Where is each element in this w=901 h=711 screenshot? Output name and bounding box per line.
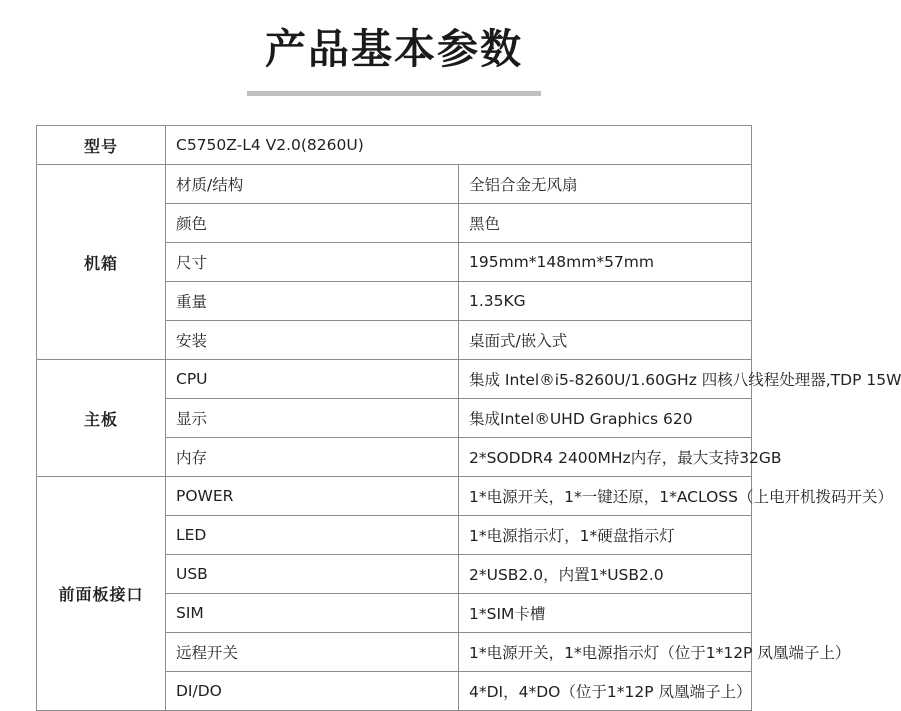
table-row <box>37 165 752 204</box>
group-label-mainboard: 主板 <box>37 360 166 477</box>
spec-value: 1*电源指示灯，1*硬盘指示灯 <box>459 516 752 555</box>
spec-value: 黑色 <box>459 204 752 243</box>
spec-value: 集成Intel®UHD Graphics 620 <box>459 399 752 438</box>
spec-value: 2*USB2.0，内置1*USB2.0 <box>459 555 752 594</box>
spec-table-body <box>37 126 901 711</box>
spec-key: 重量 <box>166 282 459 321</box>
spec-key: 内存 <box>166 438 459 477</box>
spec-value: 集成 Intel®i5-8260U/1.60GHz 四核八线程处理器,TDP 15W <box>459 360 752 399</box>
spec-table-wrapper <box>36 125 901 711</box>
spec-value: 1*电源开关，1*一键还原，1*ACLOSS（上电开机拨码开关） <box>459 477 752 516</box>
specification-table <box>36 125 901 711</box>
model-label: 型号 <box>37 126 166 165</box>
table-row <box>37 360 752 399</box>
page-header <box>0 0 788 96</box>
model-value: C5750Z-L4 V2.0(8260U) <box>166 126 752 165</box>
spec-key: 颜色 <box>166 204 459 243</box>
spec-key: DI/DO <box>166 672 459 711</box>
spec-value: 桌面式/嵌入式 <box>459 321 752 360</box>
spec-value: 195mm*148mm*57mm <box>459 243 752 282</box>
table-row <box>37 126 752 165</box>
page-title: 产品基本参数 <box>265 25 523 73</box>
group-label-chassis: 机箱 <box>37 165 166 360</box>
table-row <box>37 477 752 516</box>
spec-key: USB <box>166 555 459 594</box>
spec-key: 安装 <box>166 321 459 360</box>
spec-value: 1*SIM卡槽 <box>459 594 752 633</box>
spec-value: 1*电源开关，1*电源指示灯（位于1*12P 凤凰端子上） <box>459 633 752 672</box>
spec-key: 显示 <box>166 399 459 438</box>
spec-key: 材质/结构 <box>166 165 459 204</box>
spec-key: POWER <box>166 477 459 516</box>
spec-key: CPU <box>166 360 459 399</box>
spec-value: 2*SODDR4 2400MHz内存，最大支持32GB <box>459 438 752 477</box>
spec-value: 1.35KG <box>459 282 752 321</box>
spec-value: 全铝合金无风扇 <box>459 165 752 204</box>
group-label-front-panel: 前面板接口 <box>37 477 166 711</box>
spec-key: SIM <box>166 594 459 633</box>
title-underline <box>247 91 541 96</box>
spec-key: LED <box>166 516 459 555</box>
spec-key: 尺寸 <box>166 243 459 282</box>
spec-value: 4*DI，4*DO（位于1*12P 凤凰端子上） <box>459 672 752 711</box>
spec-key: 远程开关 <box>166 633 459 672</box>
